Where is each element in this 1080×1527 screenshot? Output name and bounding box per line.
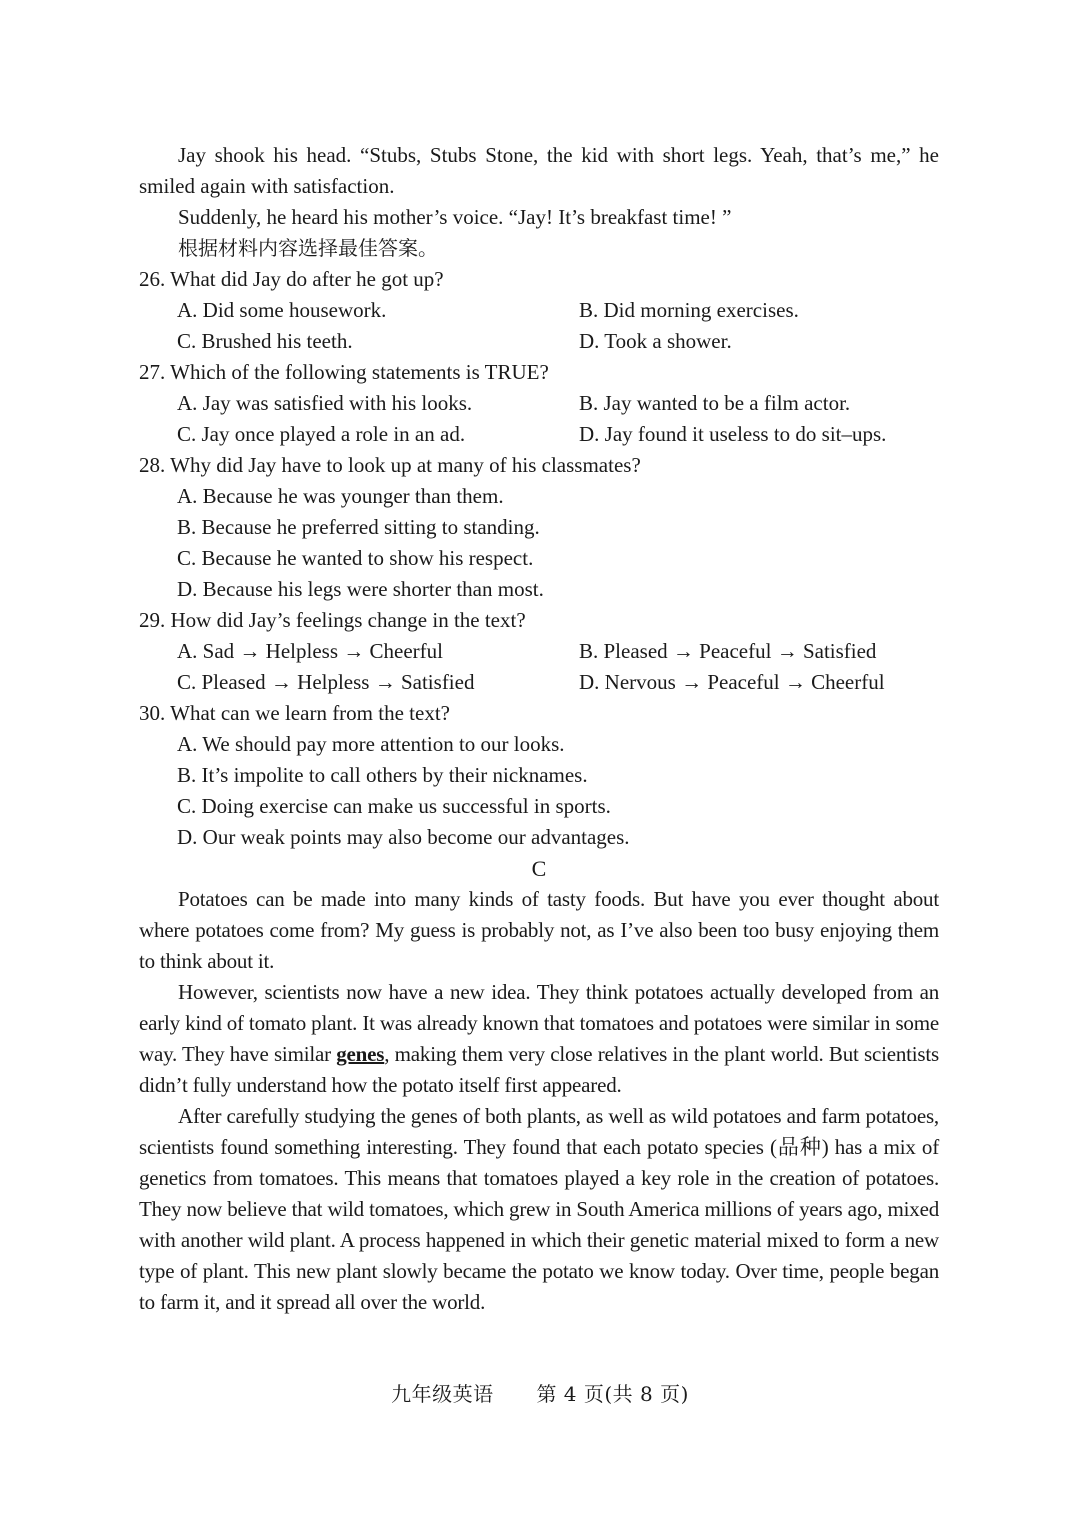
question-stem: 30. What can we learn from the text? <box>139 701 450 725</box>
question-30 <box>139 698 939 853</box>
option-c: C. Because he wanted to show his respect. <box>177 546 534 570</box>
option-c: C. Jay once played a role in an ad. <box>177 422 466 446</box>
section-heading: C <box>531 856 547 881</box>
options <box>177 295 939 357</box>
underlined-word: genes <box>336 1042 385 1066</box>
question-stem: 29. How did Jay’s feelings change in the text? <box>139 608 526 632</box>
footer-subject: 九年级英语 <box>391 1382 494 1406</box>
options <box>177 729 939 853</box>
option-d: D. Nervous → Peaceful → Cheerful <box>579 670 885 694</box>
footer-page-number: 第 4 页(共 8 页) <box>536 1382 689 1406</box>
question-27 <box>139 357 939 450</box>
options <box>177 388 939 450</box>
question-stem: 26. What did Jay do after he got up? <box>139 267 444 291</box>
options <box>177 481 939 605</box>
instruction: 根据材料内容选择最佳答案。 <box>178 236 438 260</box>
question-28 <box>139 450 939 605</box>
option-a: A. Sad → Helpless → Cheerful <box>177 639 443 663</box>
question-29 <box>139 605 939 698</box>
option-c: C. Doing exercise can make us successful in sports. <box>177 794 611 818</box>
option-d: D. Because his legs were shorter than most. <box>177 577 544 601</box>
passage-paragraph: Potatoes can be made into many kinds of tasty foods. But have you ever thought about where potatoes come from? My guess is probably not, as I’ve also been too busy enjoying them to think about it. <box>139 887 939 973</box>
option-a: A. Because he was younger than them. <box>177 484 504 508</box>
option-b: B. Jay wanted to be a film actor. <box>579 391 851 415</box>
options <box>177 636 939 698</box>
option-b: B. Because he preferred sitting to standing. <box>177 515 540 539</box>
story-paragraph: Jay shook his head. “Stubs, Stubs Stone, the kid with short legs. Yeah, that’s me,” he smiled again with satisfaction. <box>139 143 939 198</box>
passage-text: , making them very close relatives in the plant world. But scientists didn’t fully understand how the potato itself first appeared. <box>139 1042 939 1097</box>
passage-paragraph: After carefully studying the genes of both plants, as well as wild potatoes and farm potatoes, scientists found something interesting. They found that each potato species (品种) has a mix of genetics from tomatoes. This means that tomatoes played a key role in the creation of potatoes. They now believe that wild tomatoes, which grew in South America millions of years ago, mixed with another wild plant. A process happened in which their genetic material mixed to form a new type of plant. This new plant slowly became the potato we know today. Over time, people began to farm it, and it spread all over the world. <box>139 1104 939 1314</box>
question-26 <box>139 264 939 357</box>
option-a: A. We should pay more attention to our looks. <box>177 732 565 756</box>
option-b: B. It’s impolite to call others by their nicknames. <box>177 763 588 787</box>
option-a: A. Did some housework. <box>177 298 387 322</box>
passage-text: However, scientists now have a new idea. They think potatoes actually developed from an early kind of tomato plant. It was already known that tomatoes and potatoes were similar in some way. They have similar <box>139 980 939 1066</box>
option-d: D. Our weak points may also become our advantages. <box>177 825 630 849</box>
option-b: B. Pleased → Peaceful → Satisfied <box>579 639 877 663</box>
option-d: D. Jay found it useless to do sit–ups. <box>579 422 887 446</box>
passage-paragraph <box>139 977 939 1101</box>
option-d: D. Took a shower. <box>579 329 732 353</box>
question-stem: 27. Which of the following statements is TRUE? <box>139 360 549 384</box>
option-c: C. Brushed his teeth. <box>177 329 353 353</box>
question-stem: 28. Why did Jay have to look up at many of his classmates? <box>139 453 641 477</box>
option-b: B. Did morning exercises. <box>579 298 799 322</box>
option-a: A. Jay was satisfied with his looks. <box>177 391 473 415</box>
page-footer <box>0 1378 1080 1407</box>
option-c: C. Pleased → Helpless → Satisfied <box>177 670 475 694</box>
story-paragraph: Suddenly, he heard his mother’s voice. “Jay! It’s breakfast time! ” <box>178 205 732 229</box>
page-content <box>139 140 939 1318</box>
